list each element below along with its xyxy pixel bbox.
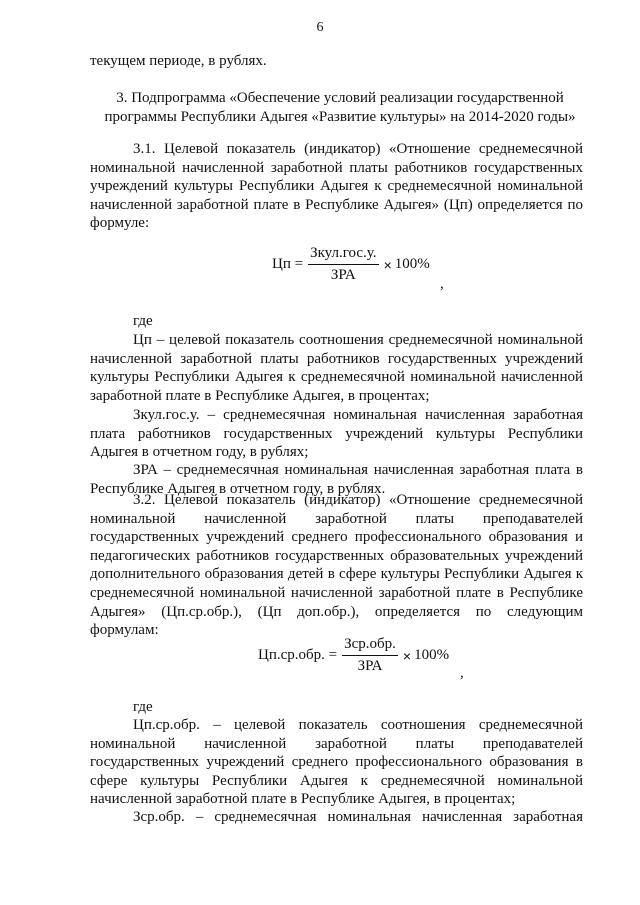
formula-cp-sr xyxy=(258,636,449,675)
formula-cp xyxy=(272,245,430,284)
formula-cp-numerator: Зкул.гос.у. xyxy=(308,245,378,265)
formula-cp-fraction xyxy=(308,245,378,284)
formula-cp-sr-denominator: ЗРА xyxy=(357,658,383,674)
where-label-2: где xyxy=(133,699,153,715)
definition-cp-sr: Цп.ср.обр. – целевой показатель соотношения среднемесячной номинальной начисленной заработной платы преподавателей государственных учреждений среднего профессионального образования в сфере культуры Республики Адыгея к среднемесячной номинальной начисленной заработной плате в Республике Адыгея, в процентах; xyxy=(90,717,583,808)
multiply-sign: × xyxy=(402,647,412,664)
definition-zsr: Зср.обр. – среднемесячная номинальная начисленная заработная xyxy=(133,809,583,825)
page-number: 6 xyxy=(316,20,324,35)
formula-cp-sr-percent: 100% xyxy=(414,647,450,663)
multiply-sign: × xyxy=(383,256,392,273)
formula-cp-percent: 100% xyxy=(394,256,430,272)
definition-zra: ЗРА – среднемесячная номинальная начисленная заработная плата в Республике Адыгея в отчетном году, в рублях. xyxy=(90,462,583,497)
formula-cp-sr-numerator: Зср.обр. xyxy=(342,636,398,656)
formula-cp-sr-lhs: Цп.ср.обр. = xyxy=(258,647,338,663)
formula-cp-sr-comma: , xyxy=(460,665,464,681)
section-heading: 3. Подпрограмма «Обеспечение условий реализации государственной программы Республики Адыгея «Развитие культуры» на 2014-2020 годы» xyxy=(104,90,576,125)
paragraph-3-1: 3.1. Целевой показатель (индикатор) «Отношение среднемесячной номинальной начисленной заработной платы работников государственных учреждений культуры Республики Адыгея к среднемесячной номинальной начисленной заработной плате в Республике Адыгея» (Цп) определяется по формуле: xyxy=(90,141,583,232)
formula-cp-lhs: Цп = xyxy=(272,256,304,272)
intro-text: текущем периоде, в рублях. xyxy=(90,53,267,69)
definition-zkul: Зкул.гос.у. – среднемесячная номинальная начисленная заработная плата работников государственных учреждений культуры Республики Адыгея в отчетном году, в рублях; xyxy=(90,407,583,461)
formula-cp-denominator: ЗРА xyxy=(330,267,356,283)
formula-cp-comma: , xyxy=(440,276,444,292)
formula-cp-sr-fraction xyxy=(342,636,398,675)
paragraph-3-2: 3.2. Целевой показатель (индикатор) «Отношение среднемесячной номинальной начисленной заработной платы преподавателей государственных учреждений среднего профессионального образования и педагогических работников государственных образовательных учреждений дополнительного образования детей в сфере культуры Республики Адыгея к среднемесячной номинальной начисленной заработной плате в Республике Адыгея» (Цп.ср.обр.), (Цп доп.обр.), определяется по следующим формулам: xyxy=(90,492,583,639)
definition-cp: Цп – целевой показатель соотношения среднемесячной номинальной начисленной заработной платы работников государственных учреждений культуры Республики Адыгея к среднемесячной номинальной начисленной заработной плате в Республике Адыгея, в процентах; xyxy=(90,332,583,404)
where-label-1: где xyxy=(133,313,153,329)
